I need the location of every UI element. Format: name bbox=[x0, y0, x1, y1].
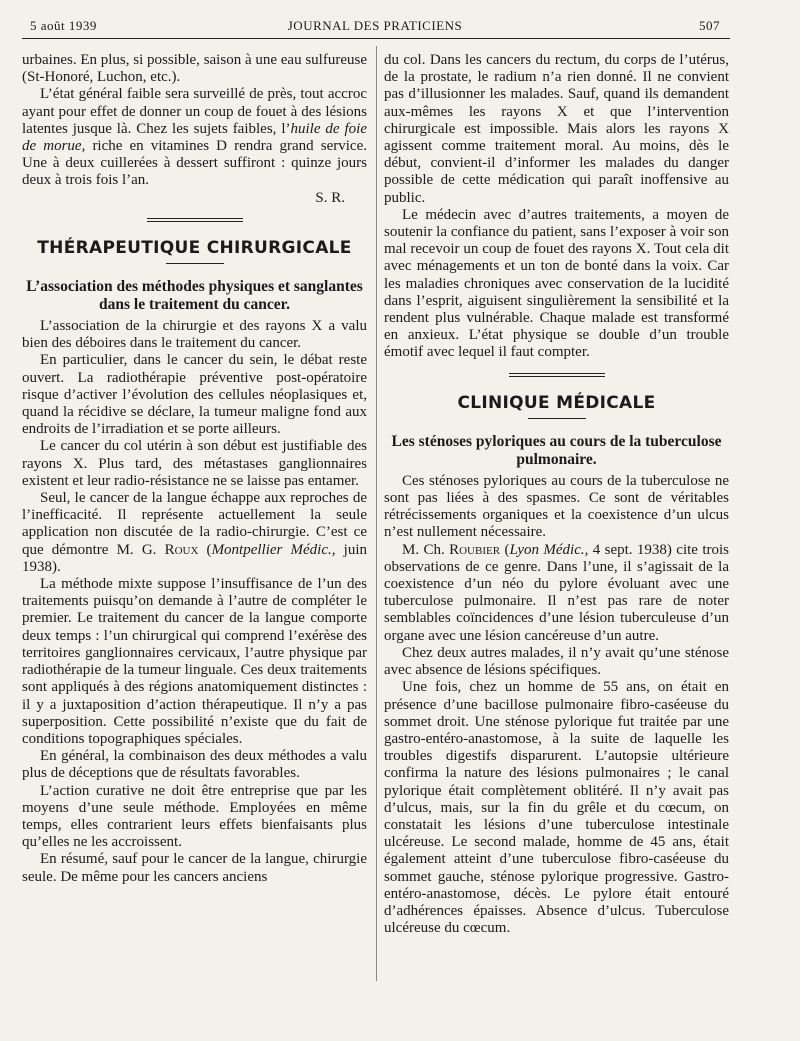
text: juin 1938). bbox=[22, 541, 367, 575]
section-title: THÉRAPEUTIQUE CHIRURGICALE bbox=[37, 237, 352, 258]
paragraph: L’action curative ne doit être entreprise que par les moyens d’une seule méthode. Employées en même temps, elles contrarient leurs effets bienfaisants plus qu’elles ne les accroissent. bbox=[22, 782, 367, 851]
section-title: CLINIQUE MÉDICALE bbox=[457, 392, 656, 413]
paragraph: En résumé, sauf pour le cancer de la langue, chirurgie seule. De même pour les cancers anciens bbox=[22, 851, 367, 885]
paragraph: En particulier, dans le cancer du sein, le débat reste ouvert. La radiothérapie préventive post-opératoire risque d’activer l’évolution des cellules néoplasiques et, quand la récidive se déclare, la tumeur maligne fond aux endroits de l’irradiation et se porte ailleurs. bbox=[22, 352, 367, 438]
journal-title: JOURNAL DES PRATICIENS bbox=[287, 18, 463, 33]
paragraph bbox=[22, 86, 367, 189]
paragraph: Chez deux autres malades, il n’y avait qu’une sténose avec absence de lésions spécifiques. bbox=[384, 644, 729, 679]
italic-text: huile de foie de morue, bbox=[22, 120, 367, 155]
left-column bbox=[22, 52, 367, 886]
right-column bbox=[384, 52, 729, 937]
header-rule bbox=[22, 38, 730, 39]
signature-line bbox=[22, 190, 367, 207]
title-underline bbox=[528, 418, 586, 419]
text: riche en vitamines D rendra grand service. Une à deux cuillerées à dessert suffiront : quinze jours deux à trois fois l’an. bbox=[22, 138, 367, 189]
paragraph: Une fois, chez un homme de 55 ans, on était en présence d’une bacillose pulmonaire fibro-caséeuse du sommet droit. Une sténose pylorique fut traitée par une gastro-entéro-anastomose, à la suite de laquelle les troubles digestifs disparurent. L’autopsie ultérieure confirma la nature des lésions pulmonaires ; le canal pylorique était complètement oblitéré. Il n’y avait pas d’ulcus, mais, sur la fin du grêle et du cœcum, on constatait les lésions d’une tuberculose intestinale ulcéreuse. Le second malade, homme de 45 ans, était également atteint d’une tuberculose fibro-caséeuse du sommet gauche, sténose pylorique progressive. Gastro-entéro-anastomose, décès. Le pylore était entouré d’adhérences épaisses. Absence d’ulcus. Tuberculose ulcéreuse du cœcum. bbox=[384, 679, 729, 937]
paragraph: En général, la combinaison des deux méthodes a valu plus de déceptions que de résultats favorables. bbox=[22, 748, 367, 782]
paragraph: du col. Dans les cancers du rectum, du corps de l’utérus, de la prostate, le radium n’a rien donné. Il ne convient pas d’illusionner les malades. Sauf, quand ils demandent aux-mêmes les rayons X et que l’intervention chirurgicale est impossible. Mais alors les rayons X agissent comme traitement moral. Au moins, dès le début, convient-il d’informer les malades du danger possible de cette médication qui paraît inoffensive au public. bbox=[384, 52, 729, 206]
title-underline bbox=[166, 263, 224, 264]
section-divider bbox=[509, 373, 605, 377]
signature: S. R. bbox=[315, 189, 345, 206]
text: ( bbox=[198, 541, 212, 558]
paragraph: L’association de la chirurgie et des rayons X a valu bien des déboires dans le traitement du cancer. bbox=[22, 318, 367, 352]
section-divider bbox=[147, 218, 243, 222]
article-title: L’association des méthodes physiques et sanglantes dans le traitement du cancer. bbox=[26, 278, 363, 314]
column-separator bbox=[376, 46, 377, 981]
journal-ref: Lyon Médic., bbox=[509, 541, 589, 558]
text: ( bbox=[500, 541, 510, 558]
paragraph: La méthode mixte suppose l’insuffisance de l’un des traitements puisqu’on demande à l’autre de compléter le premier. Le traitement du cancer de la langue comporte deux temps : l’un chirurgical qui comprend l’exérèse des territoires ganglionnaires cervicaux, l’autre physique par radiothérapie de la tumeur linguale. Ces deux traitements sont appliqués à des régions anatomiquement distinctes : il y a juxtaposition d’action thérapeutique. Il n’y a pas superposition. Cette possibilité n’existe que du fait de conditions topographiques spéciales. bbox=[22, 576, 367, 747]
text: Seul, le cancer de la langue échappe aux reproches de l’inefficacité. Il représente actuellement la seule application non discutée de la radio-chirurgie. C’est ce que démontre M. G. bbox=[22, 490, 367, 558]
paragraph: urbaines. En plus, si possible, saison à une eau sulfureuse (St-Honoré, Luchon, etc.). bbox=[22, 52, 367, 86]
text: M. Ch. bbox=[402, 541, 450, 558]
paragraph: Le médecin avec d’autres traitements, a moyen de soutenir la confiance du patient, sans l’exposer à voir son mal recevoir un coup de fouet des rayons X. Tout cela dit avec ménagements et un ton de bonté dans la voix. Car les maladies chroniques avec conservation de la lucidité dans l’esprit, aiguisent singulièrement la sensibilité et la rendent plus vulnérable. Chaque malade est transformé en anxieux. L’état physique se double d’un trouble émotif avec lequel il faut compter. bbox=[384, 206, 729, 361]
author-name: Roux bbox=[164, 541, 199, 558]
paragraph: Le cancer du col utérin à son début est justifiable des rayons X. Plus tard, des métastases ganglionnaires existent et leur radio-résistance ne se laisse pas entamer. bbox=[22, 438, 367, 489]
journal-ref: Montpellier Médic., bbox=[211, 541, 336, 558]
page-number: 507 bbox=[699, 18, 720, 33]
paragraph: Ces sténoses pyloriques au cours de la tuberculose ne sont pas liées à des spasmes. Ce sont de véritables rétrécissements organiques et la coexistence d’un ulcus n’est nullement nécessaire. bbox=[384, 472, 729, 541]
paragraph bbox=[384, 542, 729, 645]
text: L’état général faible sera surveillé de près, tout accroc ayant pour effet de donner un coup de fouet à des lésions latentes jusque là. Chez les sujets faibles, l’ bbox=[22, 86, 367, 137]
article-title: Les sténoses pyloriques au cours de la tuberculose pulmonaire. bbox=[391, 432, 722, 468]
paragraph bbox=[22, 490, 367, 576]
text: 4 sept. 1938) cite trois observations de ce genre. Dans l’une, il s’agissait de la coexistence d’un néo du pylore évoluant avec une tuberculose pulmonaire. Il n’est pas rare de noter semblables coïncidences d’une lésion tuberculeuse d’un organe avec une lésion cancéreuse d’un autre. bbox=[384, 541, 730, 644]
author-name: Roubier bbox=[449, 541, 501, 558]
page-header bbox=[30, 18, 720, 38]
issue-date: 5 août 1939 bbox=[30, 18, 97, 33]
